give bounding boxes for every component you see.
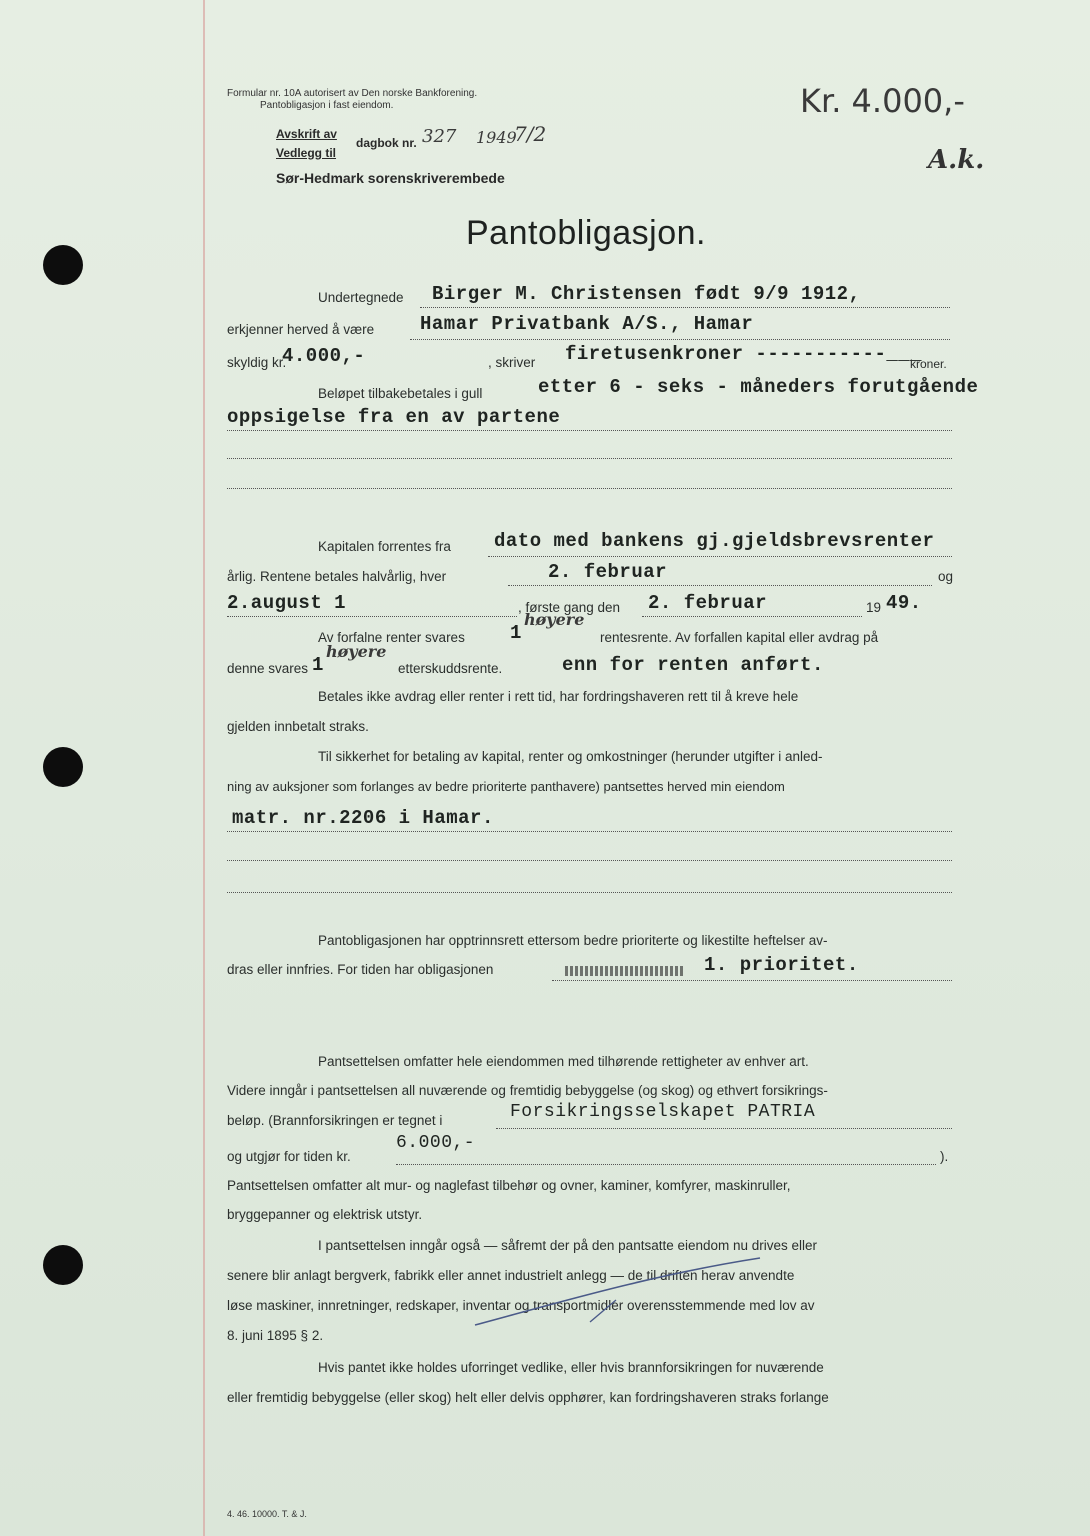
- amount-words: firetusenkroner -----------___: [565, 343, 923, 365]
- p2-line-2: ning av auksjoner som forlanges av bedre prioriterte panthavere) pantsettes herved min eiendom: [227, 779, 785, 794]
- rule: [227, 831, 952, 832]
- p5-line-2: bryggepanner og elektrisk utstyr.: [227, 1207, 423, 1222]
- kapitalen-label: Kapitalen forrentes fra: [318, 539, 451, 554]
- stamp-vedlegg: Vedlegg til: [276, 146, 337, 160]
- formular-line-2: Pantobligasjon i fast eiendom.: [260, 100, 394, 111]
- amount-figures: 4.000,-: [282, 345, 366, 367]
- rule: [227, 488, 952, 489]
- p7-line-2: eller fremtidig bebyggelse (eller skog) helt eller delvis opphører, kan fordringshaveren straks forlange: [227, 1390, 829, 1405]
- p4-line-4: og utgjør for tiden kr.: [227, 1149, 351, 1164]
- undertegnede-label: Undertegnede: [318, 290, 404, 305]
- p1-line-1: Betales ikke avdrag eller renter i rett tid, har fordringshaveren rett til å kreve hele: [318, 689, 799, 704]
- amount-header: Kr. 4.000,-: [800, 82, 965, 120]
- rentesrente-label: rentesrente. Av forfallen kapital eller avdrag på: [600, 630, 879, 645]
- p6-line-3: løse maskiner, innretninger, redskaper, inventar og transportmidler overensstemmende med lov av: [227, 1298, 815, 1313]
- skyldig-label: skyldig kr.: [227, 355, 287, 370]
- etterskudd-value: enn for renten anført.: [562, 654, 824, 676]
- year-prefix: 19: [866, 600, 882, 615]
- initials: A.k.: [928, 145, 985, 175]
- p6-line-2: senere blir anlagt bergverk, fabrikk eller annet industrielt anlegg — de til driften herav anvendte: [227, 1268, 795, 1283]
- priority-value: 1. prioritet.: [704, 954, 859, 976]
- punch-hole-bottom: [43, 1245, 83, 1285]
- year-suffix: 49.: [886, 592, 922, 614]
- rule: [227, 616, 517, 617]
- p4-close: ).: [940, 1149, 949, 1164]
- rule: [227, 892, 952, 893]
- etterskudd-label: etterskuddsrente.: [398, 661, 503, 676]
- dagbok-date: 7/2: [514, 122, 547, 146]
- renter-handwritten: høyere: [524, 610, 585, 629]
- creditor-name: Hamar Privatbank A/S., Hamar: [420, 313, 754, 335]
- rule: [227, 430, 952, 431]
- dagbok-number: 327: [422, 126, 457, 147]
- rule: [508, 585, 932, 586]
- p6-line-1: I pantsettelsen inngår også — såfremt der på den pantsatte eiendom nu drives eller: [318, 1238, 818, 1253]
- rule: [496, 1128, 952, 1129]
- formular-line-1: Formular nr. 10A autorisert av Den norske Bankforening.: [227, 88, 478, 99]
- p1-line-2: gjelden innbetalt straks.: [227, 719, 369, 734]
- dagbok-year: 1949: [476, 128, 517, 147]
- stamp-dagbok: dagbok nr.: [356, 136, 417, 150]
- renter-label: Av forfalne renter svares: [318, 630, 465, 645]
- margin-line: [203, 0, 205, 1536]
- interest-date-1: 2. februar: [548, 561, 668, 583]
- pen-stroke-mark: [586, 1296, 626, 1326]
- p6-line-4: 8. juni 1895 § 2.: [227, 1328, 324, 1343]
- first-payment-date: 2. februar: [648, 592, 768, 614]
- skriver-label: , skriver: [488, 355, 536, 370]
- debtor-name: Birger M. Christensen født 9/9 1912,: [432, 283, 861, 305]
- rule: [642, 616, 862, 617]
- stamp-office: Sør-Hedmark sorenskriverembede: [276, 170, 505, 186]
- renter-value: 1: [510, 622, 522, 644]
- rule: [227, 458, 952, 459]
- denne-handwritten: høyere: [326, 642, 387, 661]
- rule: [410, 339, 950, 340]
- punch-hole-middle: [43, 747, 83, 787]
- kroner-label: kroner.: [910, 357, 947, 371]
- footer-print-code: 4. 46. 10000. T. & J.: [227, 1509, 307, 1519]
- erkjenner-label: erkjenner herved å være: [227, 322, 375, 337]
- repayment-line-1: etter 6 - seks - måneders forutgående: [538, 376, 979, 398]
- insured-amount: 6.000,-: [396, 1133, 476, 1153]
- rule: [552, 980, 952, 981]
- insurer-name: Forsikringsselskapet PATRIA: [510, 1102, 816, 1122]
- punch-hole-top: [43, 245, 83, 285]
- denne-label: denne svares: [227, 661, 309, 676]
- property-description: matr. nr.2206 i Hamar.: [232, 807, 494, 829]
- interest-date-2: 2.august 1: [227, 592, 347, 614]
- forste-label: , første gang den: [518, 600, 621, 615]
- rule: [488, 556, 952, 557]
- repayment-line-2: oppsigelse fra en av partene: [227, 406, 561, 428]
- rule: [227, 860, 952, 861]
- aarlig-label: årlig. Rentene betales halvårlig, hver: [227, 569, 447, 584]
- p5-line-1: Pantsettelsen omfatter alt mur- og naglefast tilbehør og ovner, kaminer, komfyrer, maskinruller,: [227, 1178, 791, 1193]
- p4-line-3: beløp. (Brannforsikringen er tegnet i: [227, 1113, 443, 1128]
- p2-line-1: Til sikkerhet for betaling av kapital, renter og omkostninger (herunder utgifter i anled-: [318, 749, 823, 764]
- og-label: og: [938, 569, 954, 584]
- rule: [396, 1164, 936, 1165]
- interest-from: dato med bankens gj.gjeldsbrevsrenter: [494, 530, 935, 552]
- denne-value: 1: [312, 654, 324, 676]
- struck-out-text: [565, 966, 685, 976]
- rule: [420, 307, 950, 308]
- p3-line-2: dras eller innfries. For tiden har obligasjonen: [227, 962, 494, 977]
- p4-line-1: Pantsettelsen omfatter hele eiendommen med tilhørende rettigheter av enhver art.: [318, 1054, 809, 1069]
- repayment-label: Beløpet tilbakebetales i gull: [318, 386, 483, 401]
- document-title: Pantobligasjon.: [466, 214, 707, 252]
- p4-line-2: Videre inngår i pantsettelsen all nuværende og fremtidig bebyggelse (og skog) og ethvert forsikrings-: [227, 1083, 828, 1098]
- stamp-avskrift: Avskrift av: [276, 127, 337, 141]
- p7-line-1: Hvis pantet ikke holdes uforringet vedlike, eller hvis brannforsikringen for nuværende: [318, 1360, 824, 1375]
- p3-line-1: Pantobligasjonen har opptrinnsrett ettersom bedre prioriterte og likestilte heftelser av-: [318, 933, 828, 948]
